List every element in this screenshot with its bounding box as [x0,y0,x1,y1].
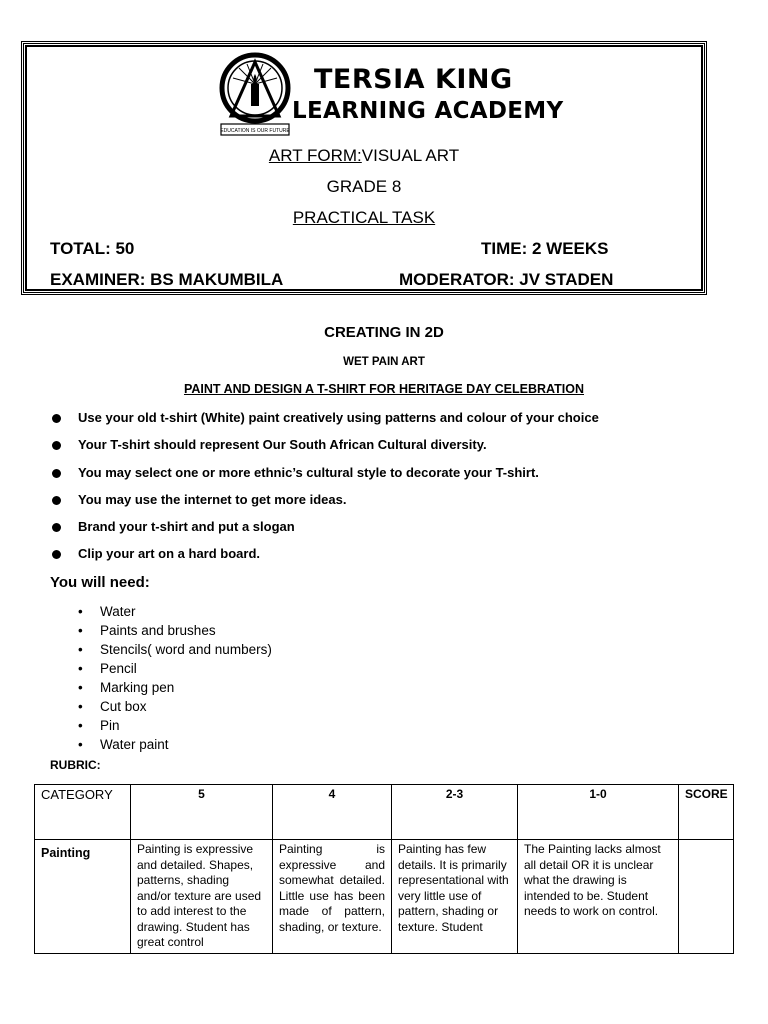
rubric-label: RUBRIC: [50,758,101,772]
section-subtitle: WET PAIN ART [343,356,425,368]
rubric-header-row [35,785,734,840]
instruction-item: Use your old t-shirt (White) paint creatively using patterns and colour of your choice [50,409,599,436]
logo-caption: EDUCATION IS OUR FUTURE [220,128,290,134]
time-allowed: TIME: 2 WEEKS [481,239,609,258]
instruction-item: You may use the internet to get more ideas. [50,491,599,518]
moderator: MODERATOR: JV STADEN [399,270,614,289]
material-item: • Pin [78,716,272,735]
instruction-list [50,409,599,573]
cell-level-5: Painting is expressive and detailed. Shapes, patterns, shading and/or texture are used to add interest to the drawing. Student has great control [131,840,273,954]
cell-score[interactable] [679,840,734,954]
material-item: • Stencils( word and numbers) [78,640,272,659]
rubric-table [34,784,734,954]
header-score-2-3: 2-3 [392,785,518,840]
examiner: EXAMINER: BS MAKUMBILA [50,270,284,289]
art-form-label: ART FORM: [268,146,362,165]
header-category: CATEGORY [35,785,131,840]
cell-level-1-0: The Painting lacks almost all detail OR it is unclear what the drawing is intended to be. Student needs to work on control. [518,840,679,954]
header-score: SCORE [679,785,734,840]
school-logo [219,50,291,138]
header-score-5: 5 [131,785,273,840]
cell-level-2-3: Painting has few details. It is primarily representational with very little use of pattern, shading or texture. Student [392,840,518,954]
instruction-item: You may select one or more ethnic’s cultural style to decorate your T-shirt. [50,464,599,491]
material-item: • Water [78,602,272,621]
material-item: • Pencil [78,659,272,678]
materials-list [78,602,272,754]
task-type: PRACTICAL TASK [292,208,436,227]
material-item: • Water paint [78,735,272,754]
instruction-item: Brand your t-shirt and put a slogan [50,518,599,545]
instruction-item: Your T-shirt should represent Our South African Cultural diversity. [50,436,599,463]
school-name-line1: TERSIA KING [314,64,513,95]
cell-level-4: Painting is expressive and somewhat detailed. Little use has been made of pattern, shading, or texture. [273,840,392,954]
art-form-value: VISUAL ART [361,146,460,165]
grade: GRADE 8 [326,177,402,196]
table-row [35,840,734,954]
row-category: Painting [35,840,131,954]
material-item: • Paints and brushes [78,621,272,640]
header-score-1-0: 1-0 [518,785,679,840]
task-heading: PAINT AND DESIGN A T-SHIRT FOR HERITAGE DAY CELEBRATION [183,382,585,396]
total-marks: TOTAL: 50 [50,239,135,258]
art-form-line [24,146,704,166]
material-item: • Cut box [78,697,272,716]
header-score-4: 4 [273,785,392,840]
instruction-item: Clip your art on a hard board. [50,545,599,572]
section-title: CREATING IN 2D [324,324,444,341]
header-box [21,41,707,295]
material-item: • Marking pen [78,678,272,697]
school-name-line2: LEARNING ACADEMY [292,98,564,124]
materials-heading: You will need: [50,574,150,591]
